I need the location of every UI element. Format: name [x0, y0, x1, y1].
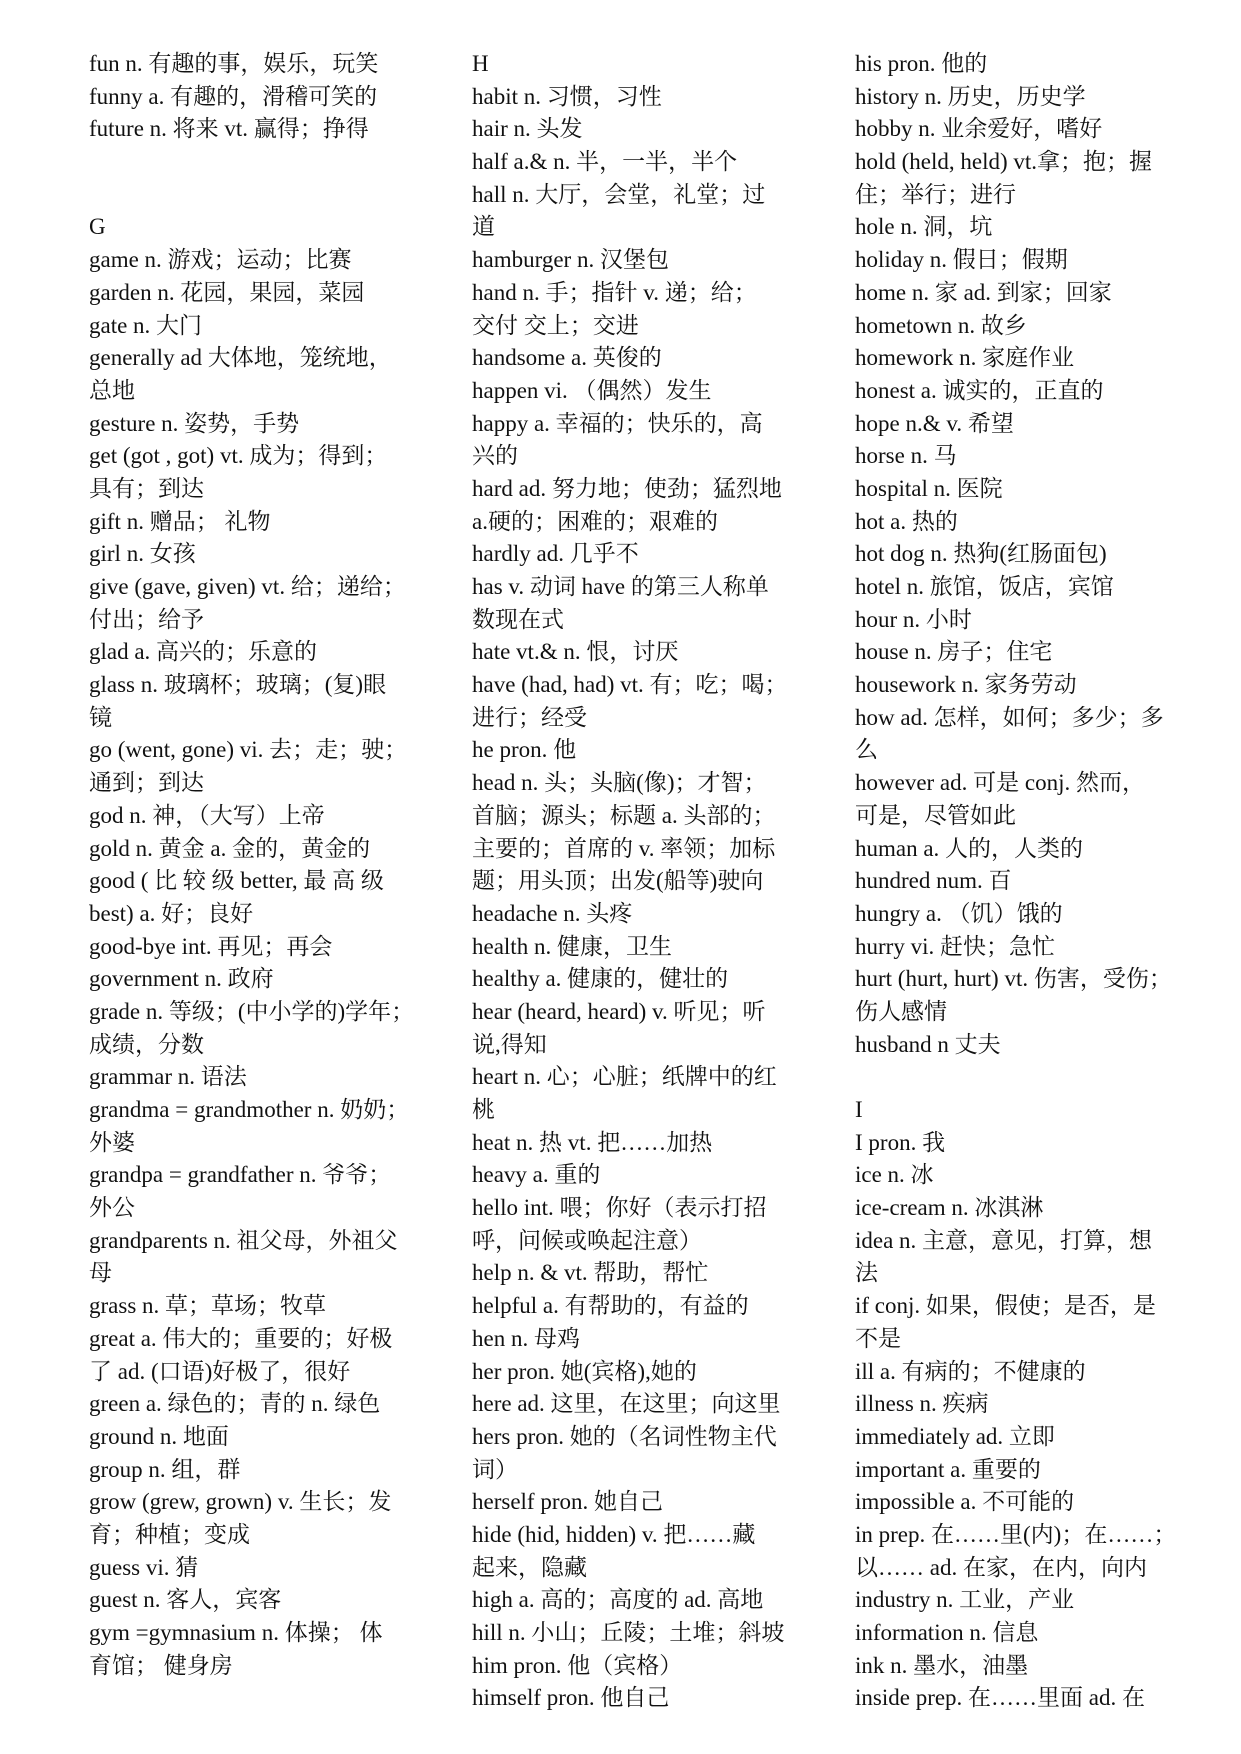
vocab-entry-line: get (got , got) vt. 成为；得到；: [89, 443, 388, 469]
vocab-entry-line: 母: [89, 1260, 112, 1286]
blank-line: [89, 146, 439, 179]
vocab-entry-line: industry n. 工业，产业: [855, 1587, 1075, 1613]
vocab-entry-line: good-bye int. 再见；再会: [89, 933, 333, 959]
vocab-entry-line: good ( 比 较 级 better, 最 高 级: [89, 868, 384, 894]
vocab-entry-line: hard ad. 努力地；使劲；猛烈地: [472, 475, 782, 501]
vocab-entry-line: hill n. 小山；丘陵；土堆；斜坡: [472, 1620, 785, 1645]
vocab-entry-line: important a. 重要的: [855, 1456, 1041, 1482]
column-h: [472, 48, 822, 1715]
vocab-entry-line: hope n.& v. 希望: [855, 410, 1014, 436]
vocab-entry-line: 不是: [855, 1325, 901, 1351]
vocab-entry-line: hand n. 手；指针 v. 递；给；: [472, 279, 757, 305]
section-letter-heading: G: [89, 214, 106, 240]
vocab-entry-line: grandparents n. 祖父母，外祖父: [89, 1227, 398, 1253]
vocab-entry-line: honest a. 诚实的，正直的: [855, 377, 1104, 403]
vocab-entry-line: 么: [855, 737, 878, 763]
vocab-entry-line: generally ad 大体地，笼统地，: [89, 345, 392, 371]
vocab-entry-line: here ad. 这里，在这里；向这里: [472, 1391, 781, 1417]
vocab-entry-line: grade n. 等级；(中小学的)学年；: [89, 998, 415, 1024]
vocab-entry-line: gold n. 黄金 a. 金的，黄金的: [89, 835, 371, 861]
vocab-entry-line: healthy a. 健康的，健壮的: [472, 966, 729, 992]
vocab-entry-line: grandma = grandmother n. 奶奶；: [89, 1097, 410, 1122]
vocab-entry-line: 法: [855, 1260, 878, 1286]
vocab-entry-line: have (had, had) vt. 有；吃；喝；: [472, 672, 788, 698]
vocab-entry-line: a.硬的；困难的；艰难的: [472, 508, 718, 534]
vocab-entry-line: give (gave, given) vt. 给；递给；: [89, 574, 406, 599]
vocab-entry-line: however ad. 可是 conj. 然而，: [855, 770, 1145, 796]
vocab-entry-line: 起来，隐藏: [472, 1554, 587, 1580]
vocab-entry-line: 兴的: [472, 443, 518, 469]
vocab-entry-line: fun n. 有趣的事，娱乐，玩笑: [89, 51, 379, 76]
vocab-entry-line: hundred num. 百: [855, 868, 1012, 894]
vocab-entry-line: green a. 绿色的；青的 n. 绿色: [89, 1391, 381, 1417]
vocab-entry-line: holiday n. 假日；假期: [855, 247, 1068, 273]
vocab-entry-line: help n. & vt. 帮助，帮忙: [472, 1260, 709, 1286]
vocab-entry-line: 可是，尽管如此: [855, 802, 1016, 828]
vocab-entry-line: 了 ad. (口语)好极了，很好: [89, 1358, 351, 1384]
vocab-entry-line: 词）: [472, 1456, 518, 1482]
vocab-entry-line: hospital n. 医院: [855, 475, 1003, 501]
section-letter-heading: I: [855, 1097, 863, 1122]
vocab-entry-line: 道: [472, 214, 495, 240]
vocab-entry-line: grow (grew, grown) v. 生长；发: [89, 1489, 392, 1515]
vocab-entry-line: herself pron. 她自己: [472, 1489, 663, 1515]
blank-line: [855, 1061, 1207, 1094]
vocab-entry-line: impossible a. 不可能的: [855, 1489, 1075, 1515]
vocab-entry-line: future n. 将来 vt. 赢得；挣得: [89, 116, 369, 142]
vocab-entry-line: guest n. 客人，宾客: [89, 1587, 282, 1613]
vocab-entry-line: 外婆: [89, 1129, 135, 1155]
vocab-entry-line: 以…… ad. 在家，在内，向内: [855, 1554, 1147, 1580]
vocab-entry-line: 外公: [89, 1195, 135, 1221]
vocab-entry-line: heavy a. 重的: [472, 1162, 601, 1188]
vocab-entry-line: hide (hid, hidden) v. 把……藏: [472, 1521, 756, 1547]
vocab-entry-line: hotel n. 旅馆，饭店，宾馆: [855, 574, 1114, 599]
vocab-entry-line: him pron. 他（宾格）: [472, 1652, 683, 1678]
vocab-entry-line: best) a. 好；良好: [89, 900, 254, 926]
vocab-entry-line: 桃: [472, 1097, 495, 1122]
vocab-entry-line: hometown n. 故乡: [855, 312, 1027, 338]
vocab-entry-line: hair n. 头发: [472, 116, 583, 142]
vocab-entry-line: 首脑；源头；标题 a. 头部的；: [472, 802, 776, 828]
vocab-entry-line: hour n. 小时: [855, 606, 972, 632]
vocab-entry-line: he pron. 他: [472, 737, 577, 763]
vocab-entry-line: in prep. 在……里(内)；在……；: [855, 1521, 1177, 1547]
vocab-entry-line: hobby n. 业余爱好，嗜好: [855, 116, 1103, 142]
vocab-entry-line: house n. 房子；住宅: [855, 639, 1053, 665]
vocab-entry-line: homework n. 家庭作业: [855, 345, 1075, 371]
vocab-entry-line: habit n. 习惯，习性: [472, 83, 662, 109]
vocab-entry-line: I pron. 我: [855, 1129, 946, 1155]
vocab-entry-line: ice n. 冰: [855, 1162, 934, 1188]
vocab-entry-line: go (went, gone) vi. 去；走；驶；: [89, 737, 408, 763]
vocab-entry-line: hungry a. （饥）饿的: [855, 900, 1063, 926]
blank-line: [89, 179, 439, 212]
vocab-entry-line: health n. 健康，卫生: [472, 933, 672, 959]
vocab-entry-line: great a. 伟大的；重要的；好极: [89, 1325, 393, 1351]
vocab-entry-line: heart n. 心；心脏；纸牌中的红: [472, 1064, 777, 1090]
vocab-entry-line: how ad. 怎样，如何；多少；多: [855, 704, 1164, 730]
vocab-entry-line: ground n. 地面: [89, 1423, 229, 1449]
vocab-entry-line: hamburger n. 汉堡包: [472, 247, 669, 273]
vocab-entry-line: idea n. 主意，意见，打算，想: [855, 1227, 1153, 1253]
vocab-entry-line: girl n. 女孩: [89, 541, 196, 567]
vocab-entry-line: 镜: [89, 704, 112, 730]
vocab-entry-line: ink n. 墨水，油墨: [855, 1652, 1029, 1678]
vocab-entry-line: home n. 家 ad. 到家；回家: [855, 279, 1112, 305]
vocab-entry-line: 题；用头顶；出发(船等)驶向: [472, 868, 764, 894]
column-g: [89, 48, 439, 1682]
vocab-entry-line: gate n. 大门: [89, 312, 203, 338]
vocab-entry-line: housework n. 家务劳动: [855, 672, 1077, 698]
vocab-entry-line: happen vi. （偶然）发生: [472, 377, 712, 403]
vocab-entry-line: 住；举行；进行: [855, 181, 1016, 207]
vocab-entry-line: 付出；给予: [89, 606, 204, 632]
vocab-entry-line: 具有；到达: [89, 475, 204, 501]
vocab-entry-line: hot a. 热的: [855, 508, 958, 534]
vocab-entry-line: inside prep. 在……里面 ad. 在: [855, 1685, 1146, 1711]
vocab-entry-line: grammar n. 语法: [89, 1064, 247, 1090]
vocab-entry-line: 伤人感情: [855, 998, 947, 1024]
vocab-entry-line: gesture n. 姿势，手势: [89, 410, 300, 436]
vocab-entry-line: 育馆； 健身房: [89, 1652, 233, 1678]
vocab-entry-line: 通到；到达: [89, 770, 204, 796]
vocab-entry-line: ice-cream n. 冰淇淋: [855, 1195, 1044, 1221]
vocab-entry-line: hello int. 喂；你好（表示打招: [472, 1195, 767, 1221]
vocab-entry-line: hate vt.& n. 恨，讨厌: [472, 639, 679, 665]
vocab-entry-line: god n. 神，（大写）上帝: [89, 802, 325, 828]
vocab-entry-line: human a. 人的，人类的: [855, 835, 1084, 861]
vocab-entry-line: glad a. 高兴的；乐意的: [89, 639, 318, 665]
vocab-entry-line: heat n. 热 vt. 把……加热: [472, 1129, 713, 1155]
vocab-entry-line: hardly ad. 几乎不: [472, 541, 639, 567]
vocab-entry-line: hurt (hurt, hurt) vt. 伤害，受伤；: [855, 966, 1172, 992]
vocab-entry-line: garden n. 花园，果园，菜园: [89, 279, 365, 305]
vocab-entry-line: ill a. 有病的；不健康的: [855, 1358, 1086, 1384]
vocab-entry-line: funny a. 有趣的，滑稽可笑的: [89, 83, 378, 109]
vocab-entry-line: his pron. 他的: [855, 51, 988, 76]
vocab-entry-line: 说,得知: [472, 1031, 547, 1057]
vocab-entry-line: hen n. 母鸡: [472, 1325, 580, 1351]
vocab-entry-line: if conj. 如果，假使；是否，是: [855, 1293, 1156, 1319]
vocab-entry-line: game n. 游戏；运动；比赛: [89, 247, 352, 273]
vocab-entry-line: himself pron. 他自己: [472, 1685, 670, 1711]
vocab-entry-line: 主要的；首席的 v. 率领；加标: [472, 835, 776, 861]
vocab-entry-line: 成绩，分数: [89, 1031, 204, 1057]
vocab-entry-line: head n. 头；头脑(像)；才智；: [472, 770, 767, 796]
vocab-entry-line: 育；种植；变成: [89, 1521, 250, 1547]
vocab-entry-line: grandpa = grandfather n. 爷爷；: [89, 1162, 392, 1188]
vocab-entry-line: headache n. 头疼: [472, 900, 633, 926]
vocab-entry-line: handsome a. 英俊的: [472, 345, 662, 371]
vocab-entry-line: happy a. 幸福的；快乐的，高: [472, 410, 763, 436]
vocab-entry-line: information n. 信息: [855, 1620, 1039, 1645]
vocab-entry-line: glass n. 玻璃杯；玻璃；(复)眼: [89, 672, 387, 698]
vocab-entry-line: group n. 组，群: [89, 1456, 241, 1482]
vocab-entry-line: 呼，问候或唤起注意）: [472, 1227, 702, 1253]
vocab-entry-line: hot dog n. 热狗(红肠面包): [855, 541, 1107, 567]
vocab-entry-line: hole n. 洞，坑: [855, 214, 993, 240]
vocab-entry-line: hers pron. 她的（名词性物主代: [472, 1423, 777, 1449]
vocab-entry-line: history n. 历史，历史学: [855, 83, 1086, 109]
vocab-entry-line: high a. 高的；高度的 ad. 高地: [472, 1587, 764, 1613]
section-letter-heading: H: [472, 51, 489, 76]
vocab-entry-line: gym =gymnasium n. 体操； 体: [89, 1620, 383, 1645]
vocab-entry-line: immediately ad. 立即: [855, 1423, 1055, 1449]
vocab-entry-line: helpful a. 有帮助的，有益的: [472, 1293, 749, 1319]
vocab-entry-line: 总地: [89, 377, 135, 403]
vocab-entry-line: has v. 动词 have 的第三人称单: [472, 574, 769, 599]
vocab-entry-line: illness n. 疾病: [855, 1391, 989, 1417]
vocab-entry-line: half a.& n. 半，一半，半个: [472, 149, 738, 175]
vocab-entry-line: guess vi. 猜: [89, 1554, 199, 1580]
vocab-entry-line: grass n. 草；草场；牧草: [89, 1293, 327, 1319]
vocab-entry-line: gift n. 赠品； 礼物: [89, 508, 271, 534]
vocab-entry-line: 进行；经受: [472, 704, 587, 730]
vocab-entry-line: hold (held, held) vt.拿；抱；握: [855, 149, 1153, 175]
vocab-entry-line: 交付 交上；交进: [472, 312, 639, 338]
vocab-entry-line: government n. 政府: [89, 966, 274, 992]
vocab-entry-line: husband n 丈夫: [855, 1031, 1001, 1057]
vocab-entry-line: hear (heard, heard) v. 听见；听: [472, 998, 766, 1024]
vocab-entry-line: horse n. 马: [855, 443, 957, 469]
vocab-entry-line: hurry vi. 赶快；急忙: [855, 933, 1055, 959]
vocab-entry-line: 数现在式: [472, 606, 564, 632]
vocab-entry-line: hall n. 大厅，会堂，礼堂；过: [472, 181, 766, 207]
column-h-i: [855, 48, 1207, 1715]
vocab-entry-line: her pron. 她(宾格),她的: [472, 1358, 697, 1384]
